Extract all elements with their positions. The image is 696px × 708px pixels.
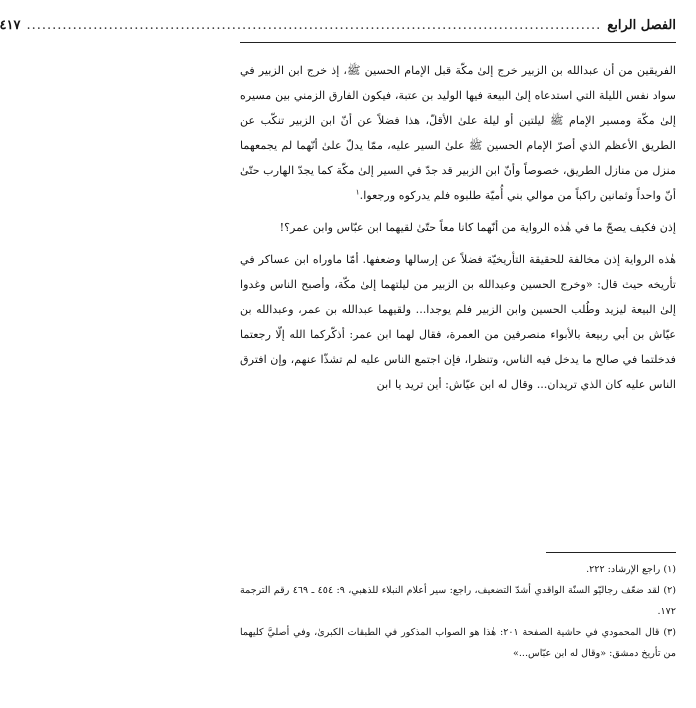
leader-dots: ................................................................................................................ (26, 18, 602, 33)
page-number: ٤١٧ (0, 18, 21, 33)
main-text (240, 58, 676, 397)
paragraph (240, 247, 676, 397)
footnote-reference[interactable]: ١ (355, 187, 360, 197)
footnote (240, 622, 676, 664)
footnote-number: (٣) (663, 627, 677, 638)
footnote-text: راجع الإرشاد: ٢٢٢. (586, 564, 661, 575)
footnote-number: (١) (663, 564, 676, 575)
footnote-text: لقد ضعّف رجاليّو السنّة الواقدي أشدّ التضعيف، راجع: سير أعلام النبلاء للذهبي، ٩: ٤٥٤ ـ ٤٦٩ رقم الترجمة ١٧٢. (240, 585, 676, 617)
paragraph (240, 215, 676, 240)
footnote-separator (546, 552, 676, 553)
chapter-title: الفصل الرابع (607, 18, 676, 33)
running-header (0, 18, 676, 43)
paragraph-text: هٰذه الرواية إذن مخالفة للحقيقة التأريخيّة فضلاً عن إرسالها وضعفها. أمّا ماوراه ابن عساكر في تأريخه حيث قال: «وخرج الحسين وعبدالله بن الزبير من ليلتهما إلىٰ مكّة، وأصبح الناس وغدوا إلىٰ البيعة ليزيد وطُلب الحسين وابن الزبير فلم يوجدا... ولقيهما عبدالله بن عمر، وعبدالله بن عيّاش بن أبي ربيعة بالأبواء منصرفين من العمرة، فقال لهما ابن عمر: أذكّركما الله إلّا رجعتما فدخلتما في صالح ما يدخل فيه الناس، وتنظرا، فإن اجتمع الناس عليه لم تشذّا عنهم، وإن افترق الناس عليه كان الذي تريدان... وقال له ابن عيّاش: أين تريد يا ابن (240, 253, 676, 391)
footnote (240, 580, 676, 622)
footnote-number: (٢) (663, 585, 676, 596)
paragraph-text: إذن فكيف يصحّ ما في هٰذه الرواية من أنّهما كانا معاً حتّىٰ لقيهما ابن عبّاس وابن عمر؟! (279, 221, 676, 234)
paragraph (240, 58, 676, 208)
footnote-text: قال المحمودي في حاشية الصفحة ٢٠١: هٰذا هو الصواب المذكور في الطبقات الكبرىٰ، وفي أصليَّ كليهما من تأريخ دمشق: «وقال له ابن عبّاس...» (240, 627, 676, 659)
paragraph-text: الفريقين من أن عبدالله بن الزبير خرج إلىٰ مكّة قبل الإمام الحسين ﷺ، إذ خرج ابن الزبير في سواد نفس الليلة التي استدعاه إلىٰ البيعة فيها الوليد بن عتبة، فيكون الفارق الزمني بين مسيره إلىٰ مكّة ومسير الإمام ﷺ ليلتين أو ليلة علىٰ الأقلّ، هذا فضلاً عن أنّ ابن الزبير تنكّب عن الطريق الأعظم الذي أصرّ الإمام الحسين ﷺ علىٰ السير عليه، ممّا يدلّ علىٰ أنّهما لم يجمعهما منزل من منازل الطريق، خصوصاً وأنّ ابن الزبير قد جدّ في السير إلىٰ مكّة كما يجدّ الهارب حتّىٰ أنّ واحداً وثمانين راكباً من موالي بني أُميّة طلبوه فلم يدركوه ورجعوا. (240, 64, 676, 202)
book-page (0, 18, 677, 659)
footnote (240, 559, 676, 580)
footnotes-section (240, 552, 676, 664)
